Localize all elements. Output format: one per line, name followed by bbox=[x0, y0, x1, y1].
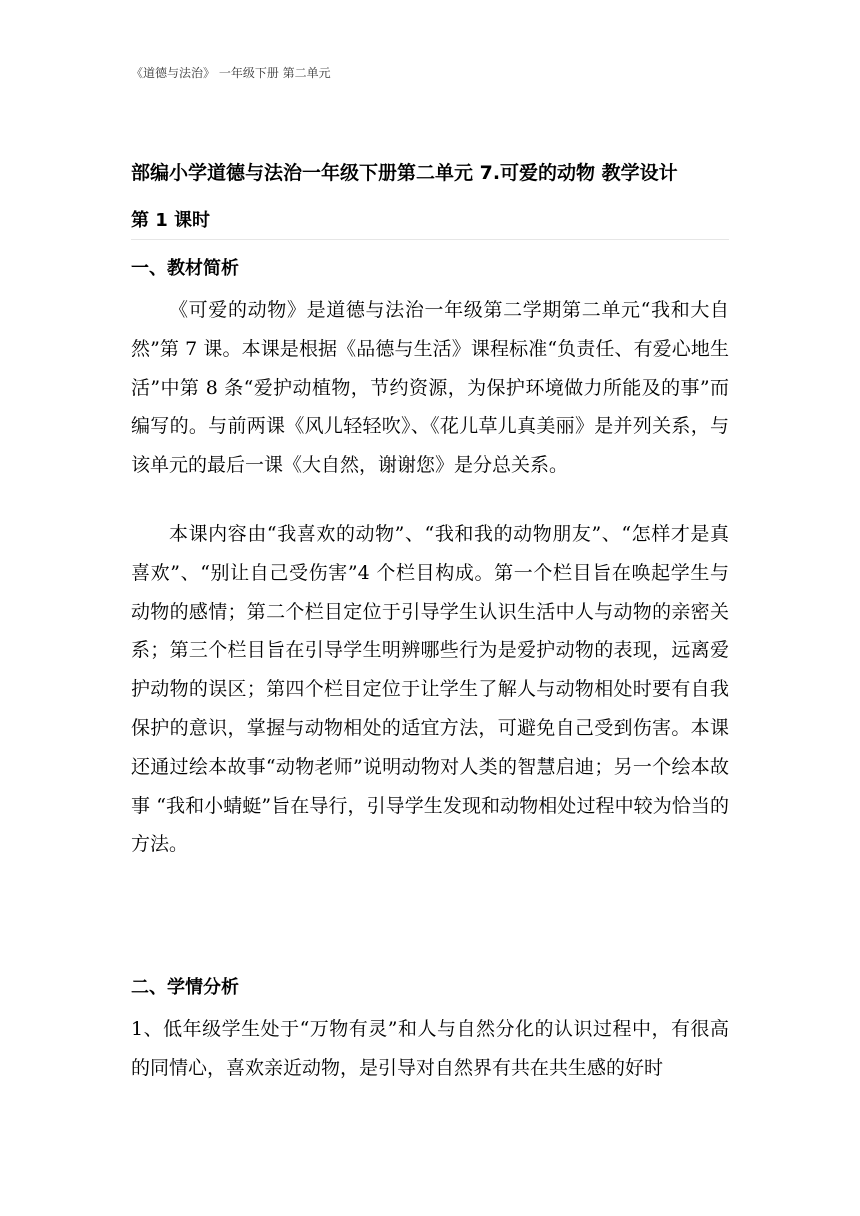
paragraph-textbook-analysis-1: 《可爱的动物》是道德与法治一年级第二学期第二单元“我和大自然”第 7 课。本课是根据《品德与生活》课程标准“负责任、有爱心地生活”中第 8 条“爱护动植物，节约资源，为保护环境做力所能及的事”而编写的。与前两课《风儿轻轻吹》、《花儿草儿真美丽》是并列关系，与该单元的最后一课《大自然，谢谢您》是分总关系。 bbox=[131, 299, 729, 477]
document-title: 部编小学道德与法治一年级下册第二单元 7.可爱的动物 教学设计 bbox=[131, 162, 678, 184]
paragraph-textbook-analysis-2: 本课内容由“我喜欢的动物”、“我和我的动物朋友”、“怎样才是真喜欢”、“别让自己受伤害”4 个栏目构成。第一个栏目旨在唤起学生与动物的感情；第二个栏目定位于引导学生认识生活中人与动物的亲密关系；第三个栏目旨在引导学生明辨哪些行为是爱护动物的表现，远离爱护动物的误区；第四个栏目定位于让学生了解人与动物相处时要有自我保护的意识，掌握与动物相处的适宜方法，可避免自己受到伤害。本课还通过绘本故事“动物老师”说明动物对人类的智慧启迪；另一个绘本故事 “我和小蜻蜓”旨在导行，引导学生发现和动物相处过程中较为恰当的方法。 bbox=[131, 523, 729, 856]
document-subtitle: 第 1 课时 bbox=[131, 210, 211, 231]
paragraph-student-analysis-1: 1、低年级学生处于“万物有灵”和人与自然分化的认识过程中，有很高的同情心，喜欢亲近动物，是引导对自然界有共在共生感的好时 bbox=[131, 1018, 729, 1079]
page-header: 《道德与法治》 一年级下册 第二单元 bbox=[131, 66, 331, 80]
divider bbox=[131, 239, 729, 240]
section-heading-student-analysis: 二、学情分析 bbox=[131, 977, 239, 998]
section-heading-textbook-analysis: 一、教材简析 bbox=[131, 258, 239, 279]
